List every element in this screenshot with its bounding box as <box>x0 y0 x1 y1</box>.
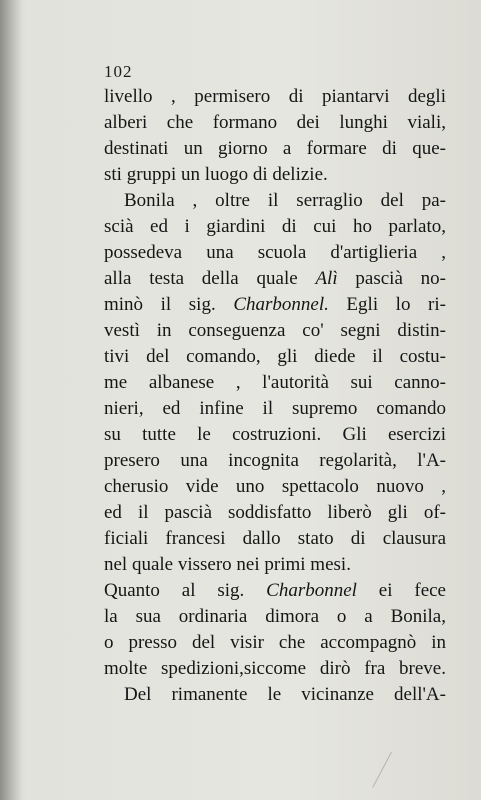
body-text <box>104 84 446 708</box>
text-line-20 <box>104 578 446 604</box>
text-line-16: cherusio vide uno spettacolo nuovo , <box>104 476 446 497</box>
text-line-14: su tutte le costruzioni. Gli esercizi <box>104 424 446 445</box>
text-line-2: alberi che formano dei lunghi viali, <box>104 112 446 133</box>
text-line-8 <box>104 266 446 292</box>
text-line-10: vestì in conseguenza co' segni distin- <box>104 320 446 341</box>
text-line-8-post: pascià no- <box>337 268 446 289</box>
text-line-21: la sua ordinaria dimora o a Bonila, <box>104 606 446 627</box>
text-line-17: ed il pascià soddisfatto liberò gli of- <box>104 502 446 523</box>
text-line-20-pre: Quanto al sig. <box>104 580 267 601</box>
text-line-7: possedeva una scuola d'artiglieria , <box>104 242 446 263</box>
text-line-22: o presso del visir che accompagnò in <box>104 632 446 653</box>
text-line-23: molte spedizioni,siccome dirò fra breve. <box>104 658 446 679</box>
text-line-6: scià ed i giardini di cui ho parlato, <box>104 216 446 237</box>
text-line-12: me albanese , l'autorità sui canno- <box>104 372 446 393</box>
text-line-13: nieri, ed infine il supremo comando <box>104 398 446 419</box>
text-line-8-pre: alla testa della quale <box>104 268 316 289</box>
text-line-4: sti gruppi un luogo di delizie. <box>104 164 328 185</box>
text-line-9-post: Egli lo ri- <box>328 294 446 315</box>
text-line-20-italic: Charbonnel <box>266 580 357 601</box>
text-line-9-pre: minò il sig. <box>104 294 234 315</box>
text-line-24: Del rimanente le vicinanze dell'A- <box>124 684 446 705</box>
text-line-19: nel quale vissero nei primi mesi. <box>104 554 351 575</box>
paper-crease-mark <box>372 752 415 800</box>
text-line-3: destinati un giorno a formare di que- <box>104 138 446 159</box>
text-line-11: tivi del comando, gli diede il costu- <box>104 346 446 367</box>
text-line-8-italic: Alì <box>315 268 338 289</box>
binding-shadow <box>0 0 22 800</box>
text-line-15: presero una incognita regolarità, l'A- <box>104 450 446 471</box>
text-line-5: Bonila , oltre il serraglio del pa- <box>124 190 446 211</box>
text-line-1: livello , permisero di piantarvi degli <box>104 86 446 107</box>
text-line-9 <box>104 292 446 318</box>
page-number: 102 <box>104 62 133 81</box>
text-line-18: ficiali francesi dallo stato di clausura <box>104 528 446 549</box>
text-line-9-italic: Charbonnel. <box>233 294 329 315</box>
text-line-20-post: ei fece <box>356 580 446 601</box>
